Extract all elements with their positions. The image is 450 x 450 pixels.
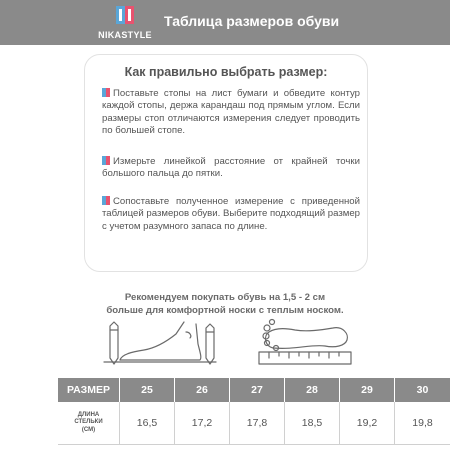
size-table-header-row [58,378,450,402]
instruction-step-1-text: Поставьте стопы на лист бумаги и обведите контур каждой стопы, держа карандаш под прямым углом. Если размеры стоп отличаются измерения следует проводить по большей стопе. [102,88,360,137]
length-cell: 16,5 [120,402,175,444]
length-cell: 17,2 [175,402,230,444]
length-cell: 19,2 [340,402,395,444]
foot-measure-top-illustration [255,318,355,368]
brand-name: NIKASTYLE [98,30,152,40]
recommendation-line-1: Рекомендуем покупать обувь на 1,5 - 2 см [124,292,326,303]
size-cell: 25 [120,378,175,402]
instruction-step-1 [102,88,360,138]
ns-bullet-icon [102,156,110,165]
length-row-label [58,402,120,444]
table-divider [58,444,450,445]
size-table [58,378,450,450]
length-cell: 17,8 [230,402,285,444]
recommendation-line-2: больше для комфортной носки с теплым носком. [106,304,344,316]
instruction-step-2 [102,156,360,181]
recommendation-note [0,292,450,317]
size-cell: 27 [230,378,285,402]
instruction-step-2-text: Измерьте линейкой расстояние от крайней точки большого пальца до пятки. [102,156,360,180]
size-cell: 29 [340,378,395,402]
size-table-length-row [58,402,450,444]
size-cell: 30 [416,384,429,396]
length-cell: 18,5 [285,402,340,444]
instruction-step-3 [102,196,360,233]
foot-measure-side-illustration [100,318,220,368]
page-title: Таблица размеров обуви [164,13,340,29]
size-cell: 28 [285,378,340,402]
header-bar [0,0,450,45]
length-cell: 19,8 [412,417,433,429]
size-header-label: РАЗМЕР [58,378,120,402]
size-cell: 26 [175,378,230,402]
length-row-label-line: СТЕЛЬКИ [74,419,103,426]
brand-logo [95,6,155,42]
ns-bullet-icon [102,196,110,205]
ns-logo-icon [116,6,134,24]
instructions-heading: Как правильно выбрать размер: [124,65,328,79]
instruction-step-3-text: Сопоставьте полученное измерение с приведенной таблицей размеров обуви. Выберите подходящий размер с учетом разумного запаса по длине. [102,196,360,232]
ns-bullet-icon [102,88,110,97]
length-row-label-line: ДЛИНА [77,411,100,418]
length-row-label-line: (СМ) [81,426,96,433]
instructions-card [84,54,368,272]
